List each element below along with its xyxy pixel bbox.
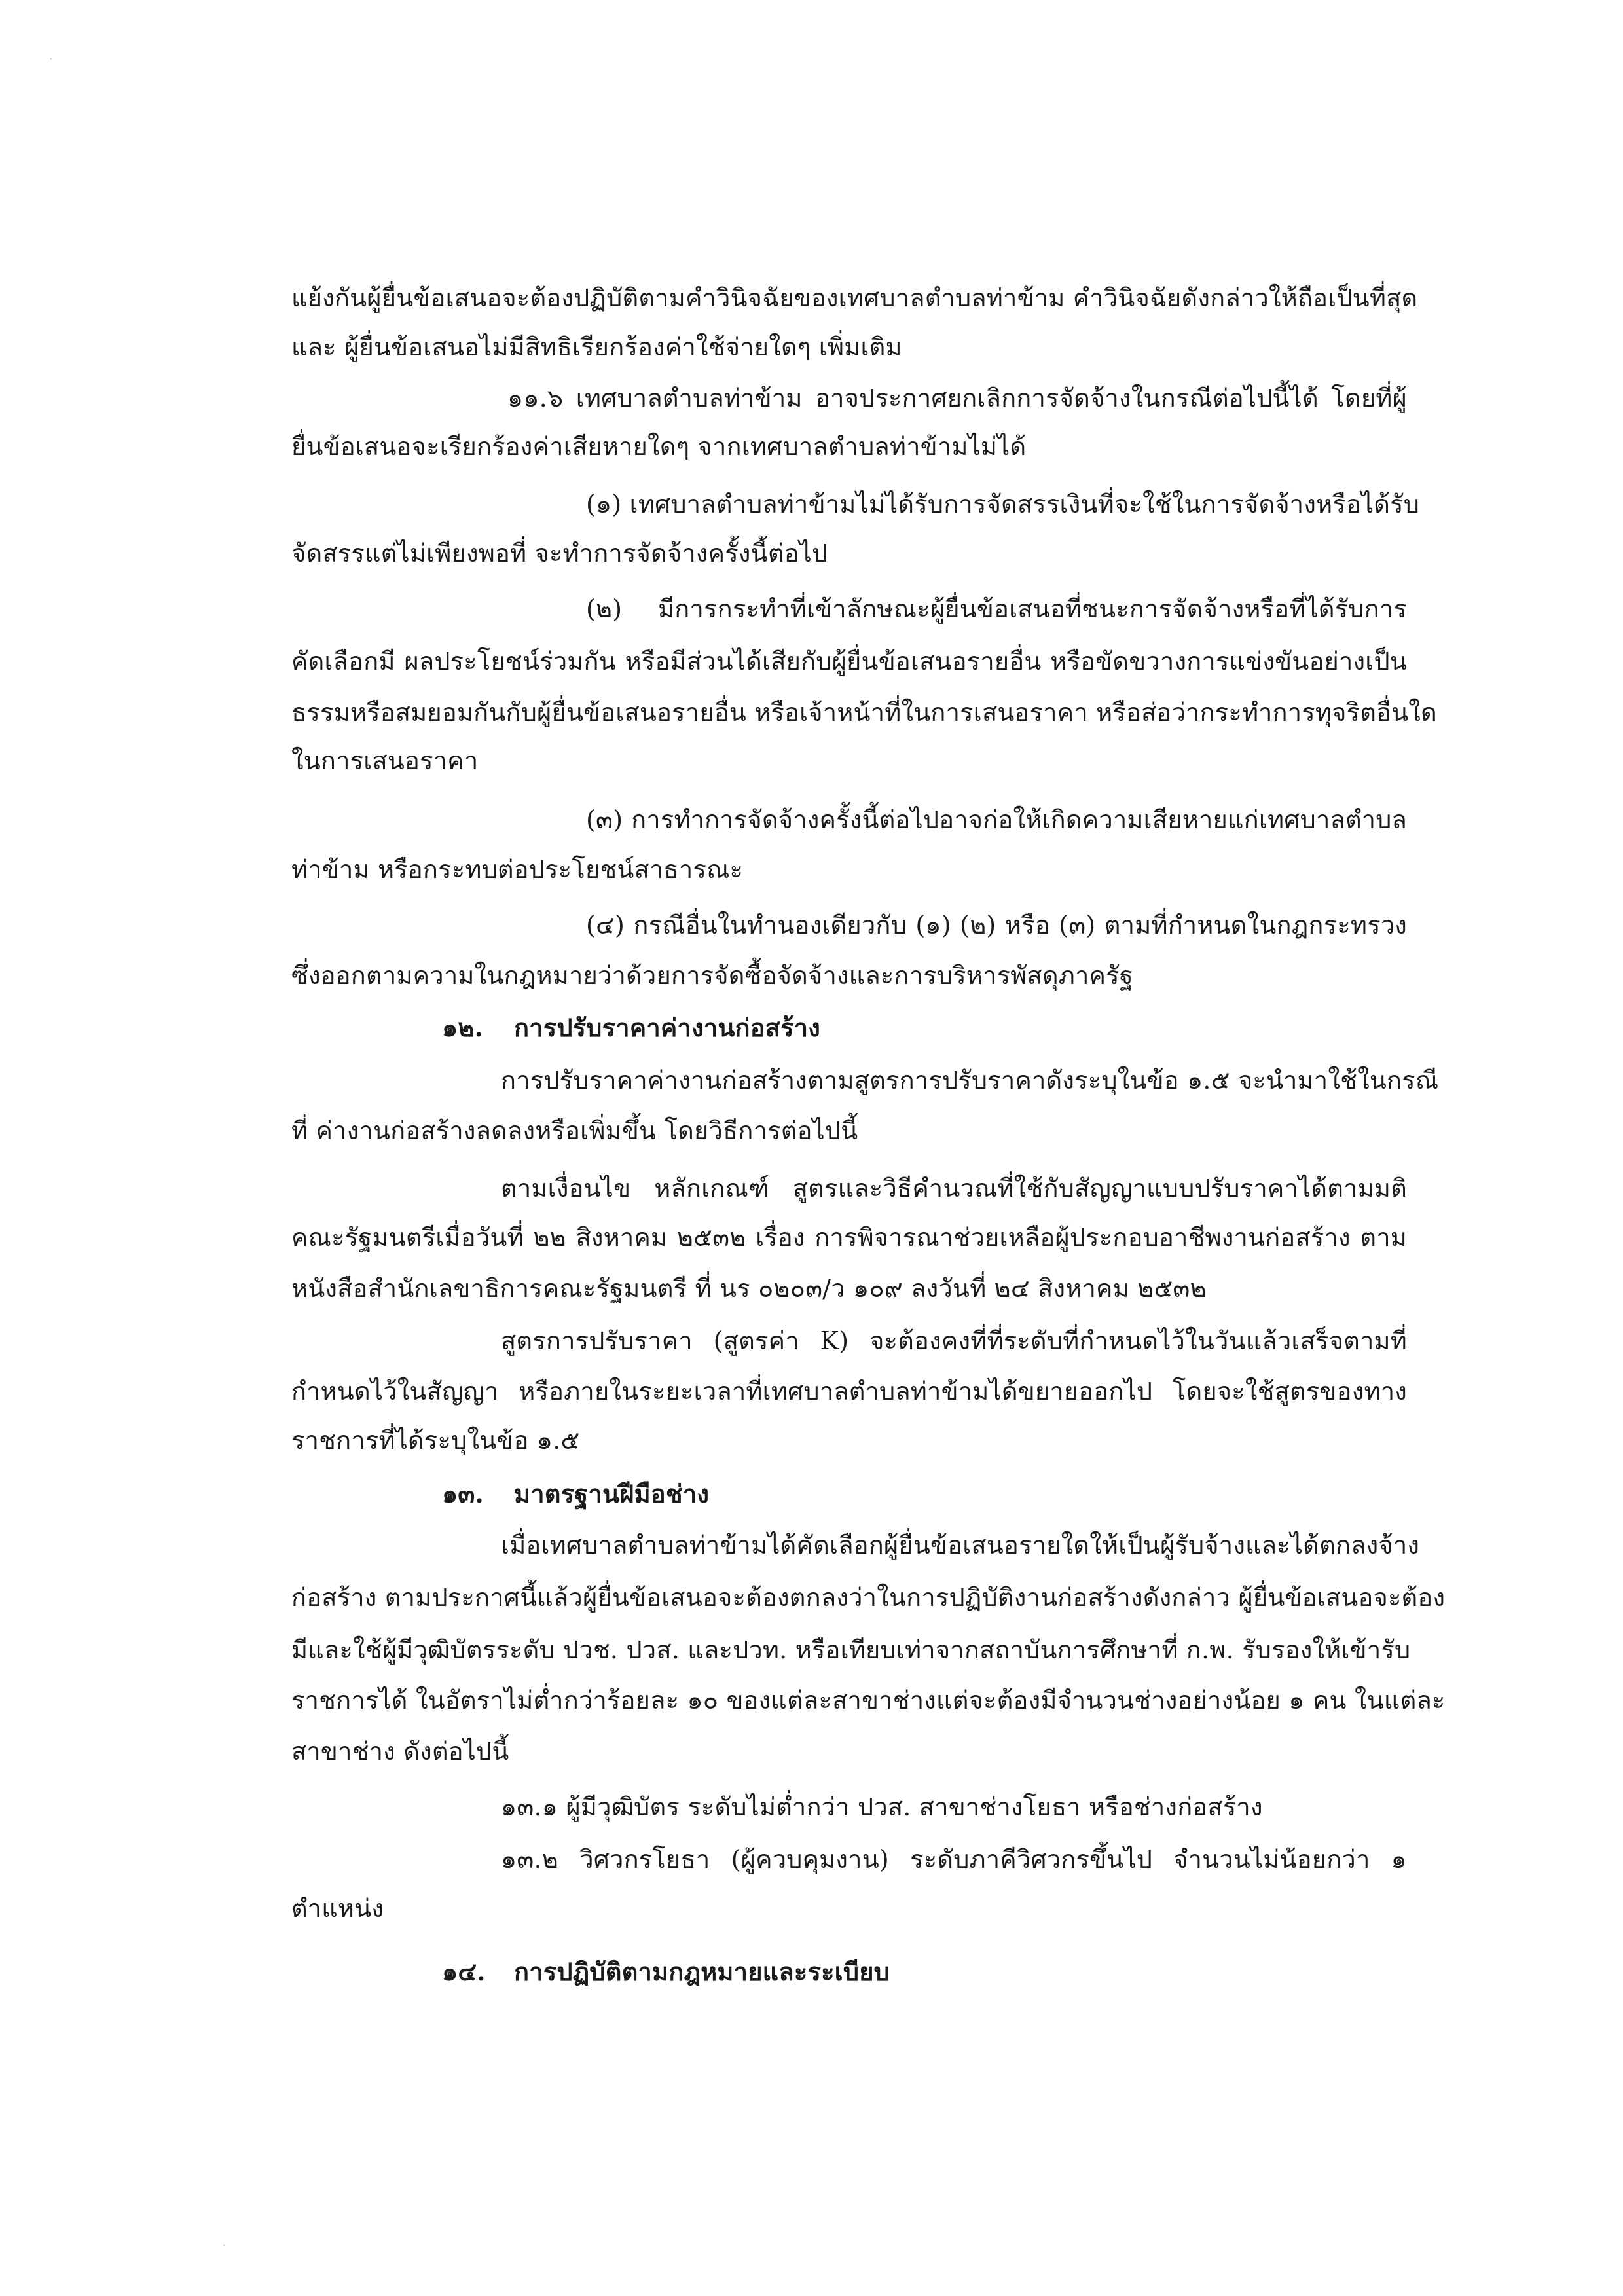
body-line: ธรรมหรือสมยอมกันกับผู้ยื่นข้อเสนอรายอื่น หรือเจ้าหน้าที่ในการเสนอราคา หรือส่อว่ากระทำการทุจริตอื่นใด <box>291 698 1437 727</box>
body-line: ซึ่งออกตามความในกฎหมายว่าด้วยการจัดซื้อจัดจ้างและการบริหารพัสดุภาครัฐ <box>291 961 1133 990</box>
clause-13-1: ๑๓.๑ ผู้มีวุฒิบัตร ระดับไม่ต่ำกว่า ปวส. สาขาช่างโยธา หรือช่างก่อสร้าง <box>501 1793 1263 1821</box>
scan-speck: · <box>49 52 53 65</box>
section-heading-13 <box>442 1474 1407 1514</box>
body-line: แย้งกันผู้ยื่นข้อเสนอจะต้องปฏิบัติตามคำวินิจฉัยของเทศบาลตำบลท่าข้าม คำวินิจฉัยดังกล่าวให้ถือเป็นที่สุด <box>291 283 1418 312</box>
section-number: ๑๓. <box>442 1479 484 1508</box>
section-number: ๑๔. <box>442 1957 486 1986</box>
section-number: ๑๒. <box>442 1013 483 1042</box>
body-line: ท่าข้าม หรือกระทบต่อประโยชน์สาธารณะ <box>291 855 744 884</box>
clause-item-1: (๑) เทศบาลตำบลท่าข้ามไม่ได้รับการจัดสรรเงินที่จะใช้ในการจัดจ้างหรือได้รับ <box>586 490 1420 519</box>
body-line: ยื่นข้อเสนอจะเรียกร้องค่าเสียหายใดๆ จากเทศบาลตำบลท่าข้ามไม่ได้ <box>291 432 1027 461</box>
clause-item-4: (๔) กรณีอื่นในทำนองเดียวกับ (๑) (๒) หรือ (๓) ตามที่กำหนดในกฎกระทรวง <box>586 911 1407 939</box>
body-line: ในการเสนอราคา <box>291 746 479 775</box>
body-line: มีและใช้ผู้มีวุฒิบัตรระดับ ปวช. ปวส. และปวท. หรือเทียบเท่าจากสถาบันการศึกษาที่ ก.พ. รับรองให้เข้ารับ <box>291 1635 1411 1664</box>
section-heading-14 <box>442 1952 1407 1992</box>
body-line: ราชการที่ได้ระบุในข้อ ๑.๕ <box>291 1426 580 1455</box>
body-line: กำหนดไว้ในสัญญา หรือภายในระยะเวลาที่เทศบาลตำบลท่าข้ามได้ขยายออกไป โดยจะใช้สูตรของทาง <box>291 1377 1407 1406</box>
section-title: การปฏิบัติตามกฎหมายและระเบียบ <box>514 1957 890 1986</box>
clause-item-3: (๓) การทำการจัดจ้างครั้งนี้ต่อไปอาจก่อให้เกิดความเสียหายแก่เทศบาลตำบล <box>586 805 1407 834</box>
section-title: มาตรฐานฝีมือช่าง <box>514 1479 710 1508</box>
clause-item-2: (๒) มีการกระทำที่เข้าลักษณะผู้ยื่นข้อเสนอที่ชนะการจัดจ้างหรือที่ได้รับการ <box>586 594 1407 623</box>
section-title: การปรับราคาค่างานก่อสร้าง <box>514 1013 821 1042</box>
body-line: ตำแหน่ง <box>291 1894 384 1923</box>
body-line: เมื่อเทศบาลตำบลท่าข้ามได้คัดเลือกผู้ยื่นข้อเสนอรายใดให้เป็นผู้รับจ้างและได้ตกลงจ้าง <box>501 1531 1420 1559</box>
section-heading-12 <box>442 1008 1407 1048</box>
body-line: ตามเงื่อนไข หลักเกณฑ์ สูตรและวิธีคำนวณที่ใช้กับสัญญาแบบปรับราคาได้ตามมติ <box>501 1174 1407 1203</box>
body-line: จัดสรรแต่ไม่เพียงพอที่ จะทำการจัดจ้างครั้งนี้ต่อไป <box>291 539 828 568</box>
body-line: สาขาช่าง ดังต่อไปนี้ <box>291 1737 509 1766</box>
body-line: คณะรัฐมนตรีเมื่อวันที่ ๒๒ สิงหาคม ๒๕๓๒ เรื่อง การพิจารณาช่วยเหลือผู้ประกอบอาชีพงานก่อสร้าง ตาม <box>291 1223 1407 1252</box>
body-line: ก่อสร้าง ตามประกาศนี้แล้วผู้ยื่นข้อเสนอจะต้องตกลงว่าในการปฏิบัติงานก่อสร้างดังกล่าว ผู้ยื่นข้อเสนอจะต้อง <box>291 1583 1446 1612</box>
clause-13-2: ๑๓.๒ วิศวกรโยธา (ผู้ควบคุมงาน) ระดับภาคีวิศวกรขึ้นไป จำนวนไม่น้อยกว่า ๑ <box>501 1845 1407 1874</box>
body-line: และ ผู้ยื่นข้อเสนอไม่มีสิทธิเรียกร้องค่าใช้จ่ายใดๆ เพิ่มเติม <box>291 333 902 361</box>
body-line: หนังสือสำนักเลขาธิการคณะรัฐมนตรี ที่ นร ๐๒๐๓/ว ๑๐๙ ลงวันที่ ๒๔ สิงหาคม ๒๕๓๒ <box>291 1274 1207 1303</box>
scan-speck: · <box>223 2239 227 2251</box>
body-line: ที่ ค่างานก่อสร้างลดลงหรือเพิ่มขึ้น โดยวิธีการต่อไปนี้ <box>291 1116 858 1145</box>
body-line: คัดเลือกมี ผลประโยชน์ร่วมกัน หรือมีส่วนได้เสียกับผู้ยื่นข้อเสนอรายอื่น หรือขัดขวางการแข่งขันอย่างเป็น <box>291 647 1407 676</box>
clause-11-6: ๑๑.๖ เทศบาลตำบลท่าข้าม อาจประกาศยกเลิกการจัดจ้างในกรณีต่อไปนี้ได้ โดยที่ผู้ <box>507 384 1407 412</box>
body-line: สูตรการปรับราคา (สูตรค่า K) จะต้องคงที่ที่ระดับที่กำหนดไว้ในวันแล้วเสร็จตามที่ <box>501 1326 1407 1355</box>
body-line: ราชการได้ ในอัตราไม่ต่ำกว่าร้อยละ ๑๐ ของแต่ละสาขาช่างแต่จะต้องมีจำนวนช่างอย่างน้อย ๑ คน ในแต่ละ <box>291 1686 1446 1715</box>
body-line: การปรับราคาค่างานก่อสร้างตามสูตรการปรับราคาดังระบุในข้อ ๑.๕ จะนำมาใช้ในกรณี <box>501 1066 1439 1095</box>
